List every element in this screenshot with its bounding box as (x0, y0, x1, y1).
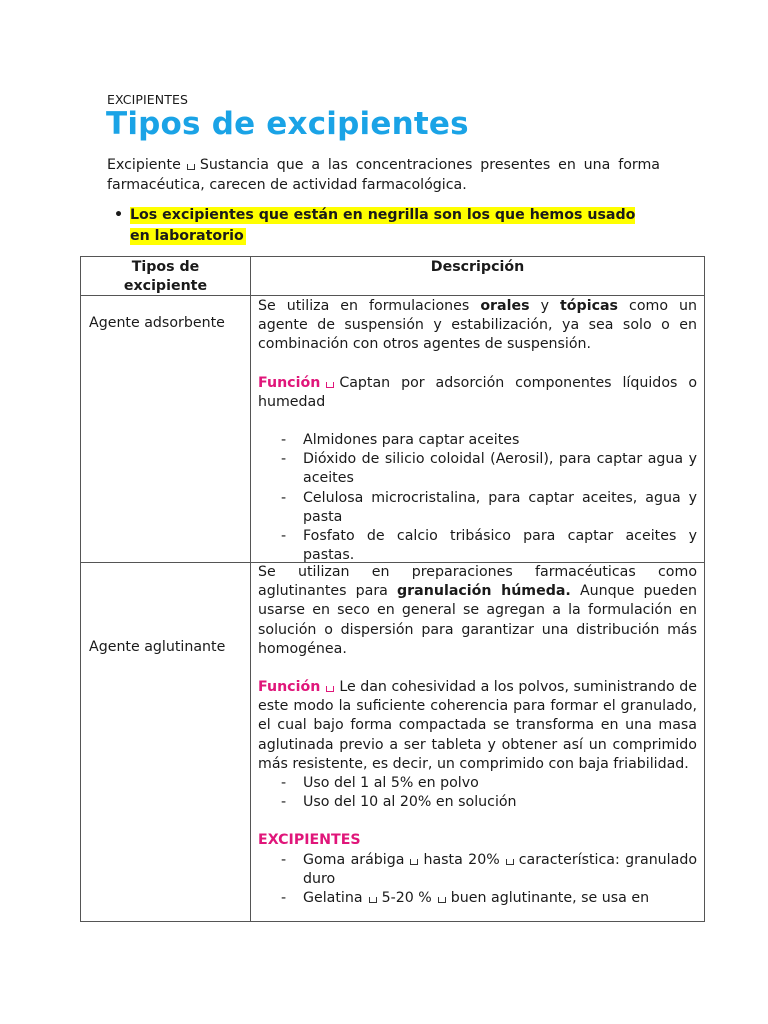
list-item: - Celulosa microcristalina, para captar aceites, agua y pasta (258, 489, 697, 527)
desc-text: y (529, 298, 561, 314)
bullet-icon: • (114, 207, 124, 223)
excipient-name: Goma arábiga (303, 851, 405, 868)
type-label: Agente adsorbente (89, 315, 225, 331)
arrow-placeholder-icon (410, 859, 418, 865)
list-item: - Dióxido de silicio coloidal (Aerosil), para captar agua y aceites (258, 450, 697, 488)
function-paragraph (258, 678, 697, 774)
intro-paragraph (107, 155, 660, 195)
intro-definition: Sustancia que a las concentraciones presentes en una forma farmacéutica, carecen de actividad farmacológica. (107, 157, 660, 193)
function-text: Le dan cohesividad a los polvos, suministrando de este modo la suficiente coherencia para formar el granulado, el cual bajo forma compactada se transforma en una masa aglutinada previo a ser tableta y obtener así un comprimido más resistente, es decir, un comprimido con baja friabilidad. (258, 679, 697, 772)
type-label: Agente aglutinante (89, 639, 226, 655)
arrow-placeholder-icon (506, 859, 514, 865)
function-label: Función (258, 679, 321, 696)
description-text (258, 297, 697, 562)
usage-list (258, 774, 697, 812)
desc-text: Aunque pueden usarse en seco en general se agregan a la formulación en solución o dispersión para garantizar una distribución más homogénea. (258, 583, 697, 657)
excipients-table (80, 256, 705, 922)
desc-text: Se utiliza en formulaciones (258, 298, 481, 314)
section-label: EXCIPIENTES (107, 92, 189, 107)
description-paragraph (258, 563, 697, 659)
header-type-label: Tipos de excipiente (123, 259, 208, 294)
arrow-placeholder-icon (187, 164, 195, 170)
adsorbent-examples-list (258, 431, 697, 562)
desc-text: como un agente de suspensión y estabilización, ya sea solo o en combinación con otros agentes de suspensión. (258, 298, 698, 353)
list-item (258, 851, 697, 889)
desc-bold: orales (480, 298, 530, 314)
page-title: Tipos de excipientes (106, 106, 469, 142)
header-description-label: Descripción (430, 259, 525, 275)
type-cell (81, 563, 251, 921)
excipients-label: EXCIPIENTES (258, 832, 361, 849)
arrow-placeholder-icon (326, 686, 334, 692)
type-cell (81, 296, 251, 562)
arrow-placeholder-icon (326, 382, 334, 388)
highlight-note (114, 205, 660, 247)
intro-term: Excipiente (107, 157, 181, 173)
desc-text: Se utilizan en preparaciones farmacéuticas como aglutinantes para (258, 564, 697, 600)
excipient-amount: 5-20 % (381, 890, 432, 907)
table-row (81, 296, 704, 563)
desc-bold: granulación húmeda. (397, 583, 571, 600)
desc-bold: tópicas (560, 298, 618, 314)
arrow-placeholder-icon (369, 897, 377, 903)
description-cell (251, 296, 704, 562)
list-item: - Uso del 1 al 5% en polvo (258, 774, 697, 793)
excipient-amount: hasta 20% (423, 851, 500, 868)
arrow-placeholder-icon (438, 897, 446, 903)
header-cell-type (81, 257, 251, 295)
function-paragraph (258, 374, 697, 412)
header-cell-description (251, 257, 704, 295)
table-header-row (81, 257, 704, 296)
list-item: - Uso del 10 al 20% en solución (258, 793, 697, 812)
table-row (81, 563, 704, 921)
list-item: - Fosfato de calcio tribásico para captar aceites y pastas. (258, 527, 697, 562)
list-item: - Almidones para captar aceites (258, 431, 697, 450)
excipients-list (258, 851, 697, 909)
function-label: Función (258, 374, 321, 391)
highlighted-note-text: Los excipientes que están en negrilla son los que hemos usado en laboratorio (130, 207, 636, 244)
description-cell (251, 563, 704, 921)
excipient-note: buen aglutinante, se usa en (450, 890, 650, 907)
function-text: Captan por adsorción componentes líquidos o humedad (258, 374, 697, 410)
excipient-name: Gelatina (303, 890, 363, 907)
excipient-note: característica: granulado duro (303, 851, 697, 887)
list-item (258, 889, 697, 908)
description-text (258, 563, 697, 908)
description-paragraph (258, 297, 697, 355)
